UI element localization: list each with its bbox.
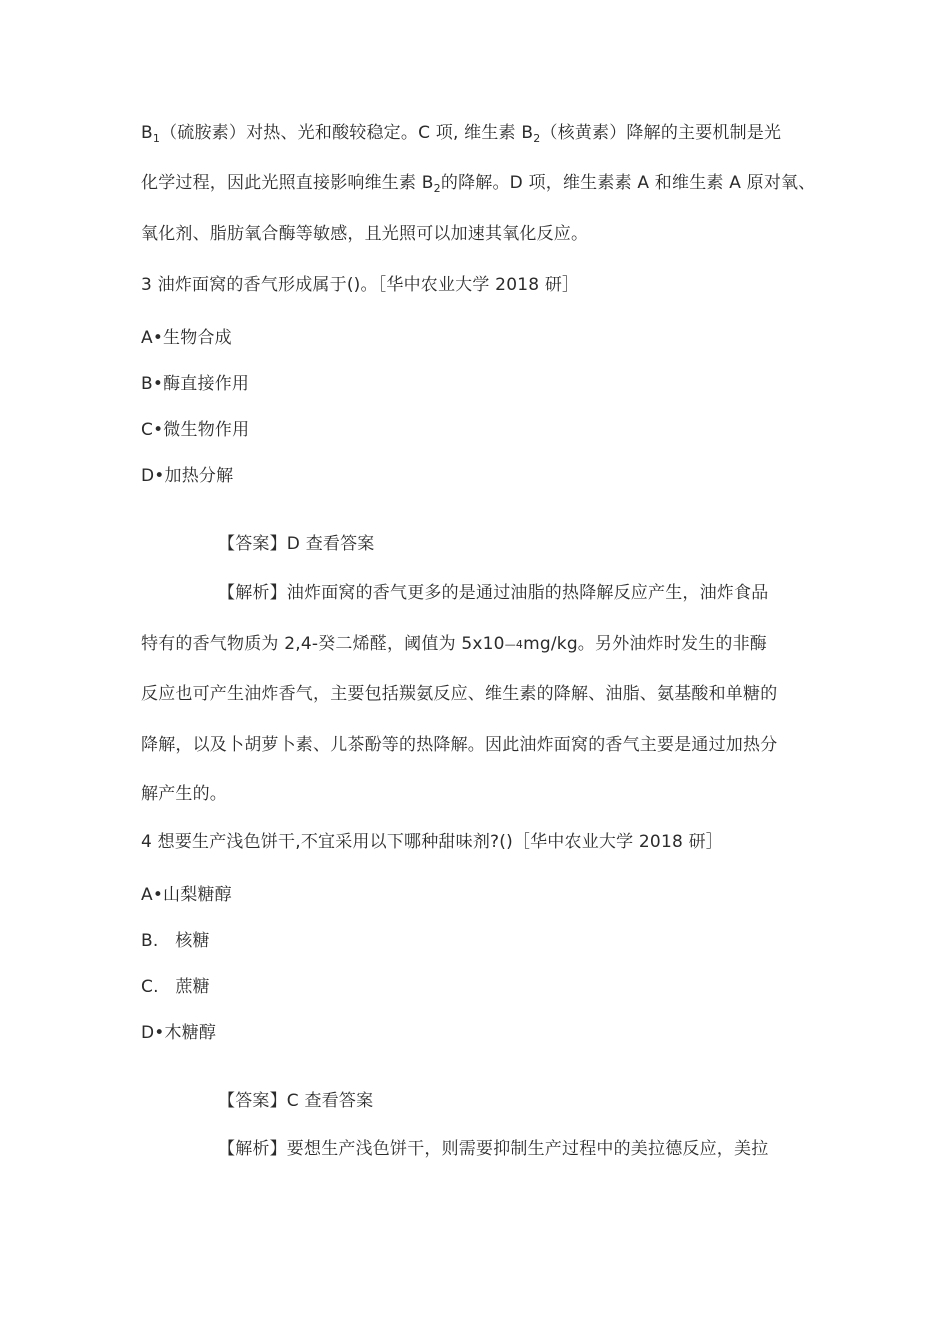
q3-option-d: D•加热分解 xyxy=(141,466,234,486)
q3-option-a: A•生物合成 xyxy=(141,328,232,348)
q3-option-b: B•酶直接作用 xyxy=(141,374,250,394)
q3-analysis-line-1: 【解析】油炸面窝的香气更多的是通过油脂的热降解反应产生，油炸食品 xyxy=(218,583,769,603)
subscript: 1 xyxy=(152,132,161,145)
superscript: —4 xyxy=(504,638,524,651)
text-run: 特有的香气物质为 2,4-癸二烯醛，阈值为 5x10 xyxy=(141,634,505,654)
prev-explanation-line-3: 氧化剂、脂肪氧合酶等敏感，且光照可以加速其氧化反应。 xyxy=(141,224,589,244)
text-run: B xyxy=(141,123,153,143)
q4-analysis-line-1: 【解析】要想生产浅色饼干，则需要抑制生产过程中的美拉德反应，美拉 xyxy=(218,1139,769,1159)
q3-option-c: C•微生物作用 xyxy=(141,420,250,440)
text-run: 化学过程，因此光照直接影响维生素 B xyxy=(141,173,434,193)
q3-analysis-line-4: 降解，以及卜胡萝卜素、儿茶酚等的热降解。因此油炸面窝的香气主要是通过加热分 xyxy=(141,735,778,755)
subscript: 2 xyxy=(533,132,541,145)
text-run: （硫胺素）对热、光和酸较稳定。C 项, 维生素 B xyxy=(160,123,534,143)
q3-analysis-line-3: 反应也可产生油炸香气，主要包括羰氨反应、维生素的降解、油脂、氨基酸和单糖的 xyxy=(141,684,778,704)
subscript: 2 xyxy=(433,182,441,195)
question-3: 3 油炸面窝的香气形成属于()。［华中农业大学 2018 研］ xyxy=(141,275,580,295)
q4-option-c: C. 蔗糖 xyxy=(141,977,210,997)
q4-option-a: A•山梨糖醇 xyxy=(141,885,232,905)
q4-option-d: D•木糖醇 xyxy=(141,1023,217,1043)
q3-analysis-line-2 xyxy=(141,632,821,658)
text-run: mg/kg。另外油炸时发生的非酶 xyxy=(523,634,768,654)
q4-option-b: B. 核糖 xyxy=(141,931,210,951)
prev-explanation-line-2 xyxy=(141,171,821,197)
q4-answer: 【答案】C 查看答案 xyxy=(218,1091,374,1111)
question-4: 4 想要生产浅色饼干,不宜采用以下哪种甜味剂?()［华中农业大学 2018 研］ xyxy=(141,832,723,852)
q3-analysis-line-5: 解产生的。 xyxy=(141,784,227,804)
text-run: 的降解。D 项，维生素素 A 和维生素 A 原对氧、 xyxy=(440,173,816,193)
prev-explanation-line-1 xyxy=(141,121,821,147)
text-run: （核黄素）降解的主要机制是光 xyxy=(540,123,782,143)
q3-answer: 【答案】D 查看答案 xyxy=(218,534,375,554)
